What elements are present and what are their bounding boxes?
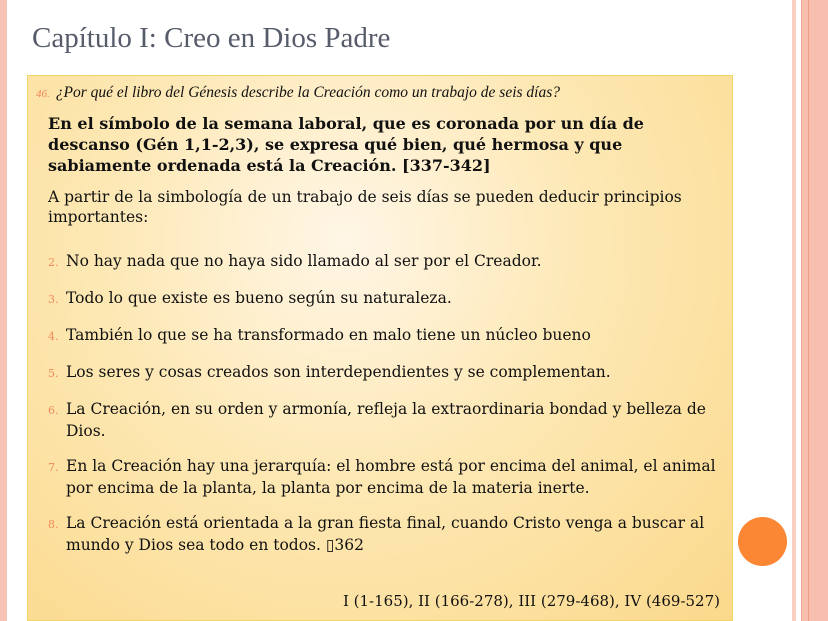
question-number: 46. (36, 88, 50, 100)
item-number: 8. (48, 518, 59, 531)
item-text: Los seres y cosas creados son interdependientes y se complementan. (66, 363, 611, 381)
item-text: No hay nada que no haya sido llamado al ser por el Creador. (66, 252, 542, 270)
item-number: 3. (48, 293, 59, 306)
slide-title: Capítulo I: Creo en Dios Padre (32, 22, 391, 54)
item-number: 2. (48, 256, 59, 269)
list-item (48, 288, 730, 310)
item-text: También lo que se ha transformado en malo tiene un núcleo bueno (66, 326, 591, 344)
item-number: 5. (48, 367, 59, 380)
question-text: ¿Por qué el libro del Génesis describe la Creación como un trabajo de seis días? (55, 84, 561, 101)
right-border-line (792, 0, 796, 621)
footer-ranges: I (1-165), II (166-278), III (279-468), IV (469-527) (342, 592, 720, 610)
item-text: La Creación, en su orden y armonía, refleja la extraordinaria bondad y belleza de Dios. (66, 400, 706, 440)
content-box (27, 75, 733, 621)
list-item (48, 325, 730, 347)
item-text: La Creación está orientada a la gran fiesta final, cuando Cristo venga a buscar al mundo y Dios sea todo en todos. ▯362 (66, 514, 705, 554)
principles-list (48, 251, 730, 570)
orange-circle-decoration (738, 517, 787, 566)
list-item (48, 513, 730, 555)
answer: En el símbolo de la semana laboral, que es coronada por un día de descanso (Gén 1,1-2,3), se expresa qué bien, qué hermosa y que sabiamente ordenada está la Creación. [337-342] (48, 114, 644, 175)
intro-text: A partir de la simbología de un trabajo de seis días se pueden deducir principios importantes: (48, 188, 682, 226)
list-item (48, 456, 730, 498)
left-border (0, 0, 7, 621)
item-text: Todo lo que existe es bueno según su naturaleza. (66, 289, 452, 307)
list-item (48, 251, 730, 273)
item-number: 6. (48, 404, 59, 417)
list-item (48, 362, 730, 384)
list-item (48, 399, 730, 441)
item-number: 4. (48, 330, 59, 343)
item-text: En la Creación hay una jerarquía: el hombre está por encima del animal, el animal por encima de la planta, la planta por encima de la materia inerte. (66, 457, 716, 497)
question (36, 84, 560, 102)
item-number: 7. (48, 461, 59, 474)
right-border-band (801, 0, 828, 621)
